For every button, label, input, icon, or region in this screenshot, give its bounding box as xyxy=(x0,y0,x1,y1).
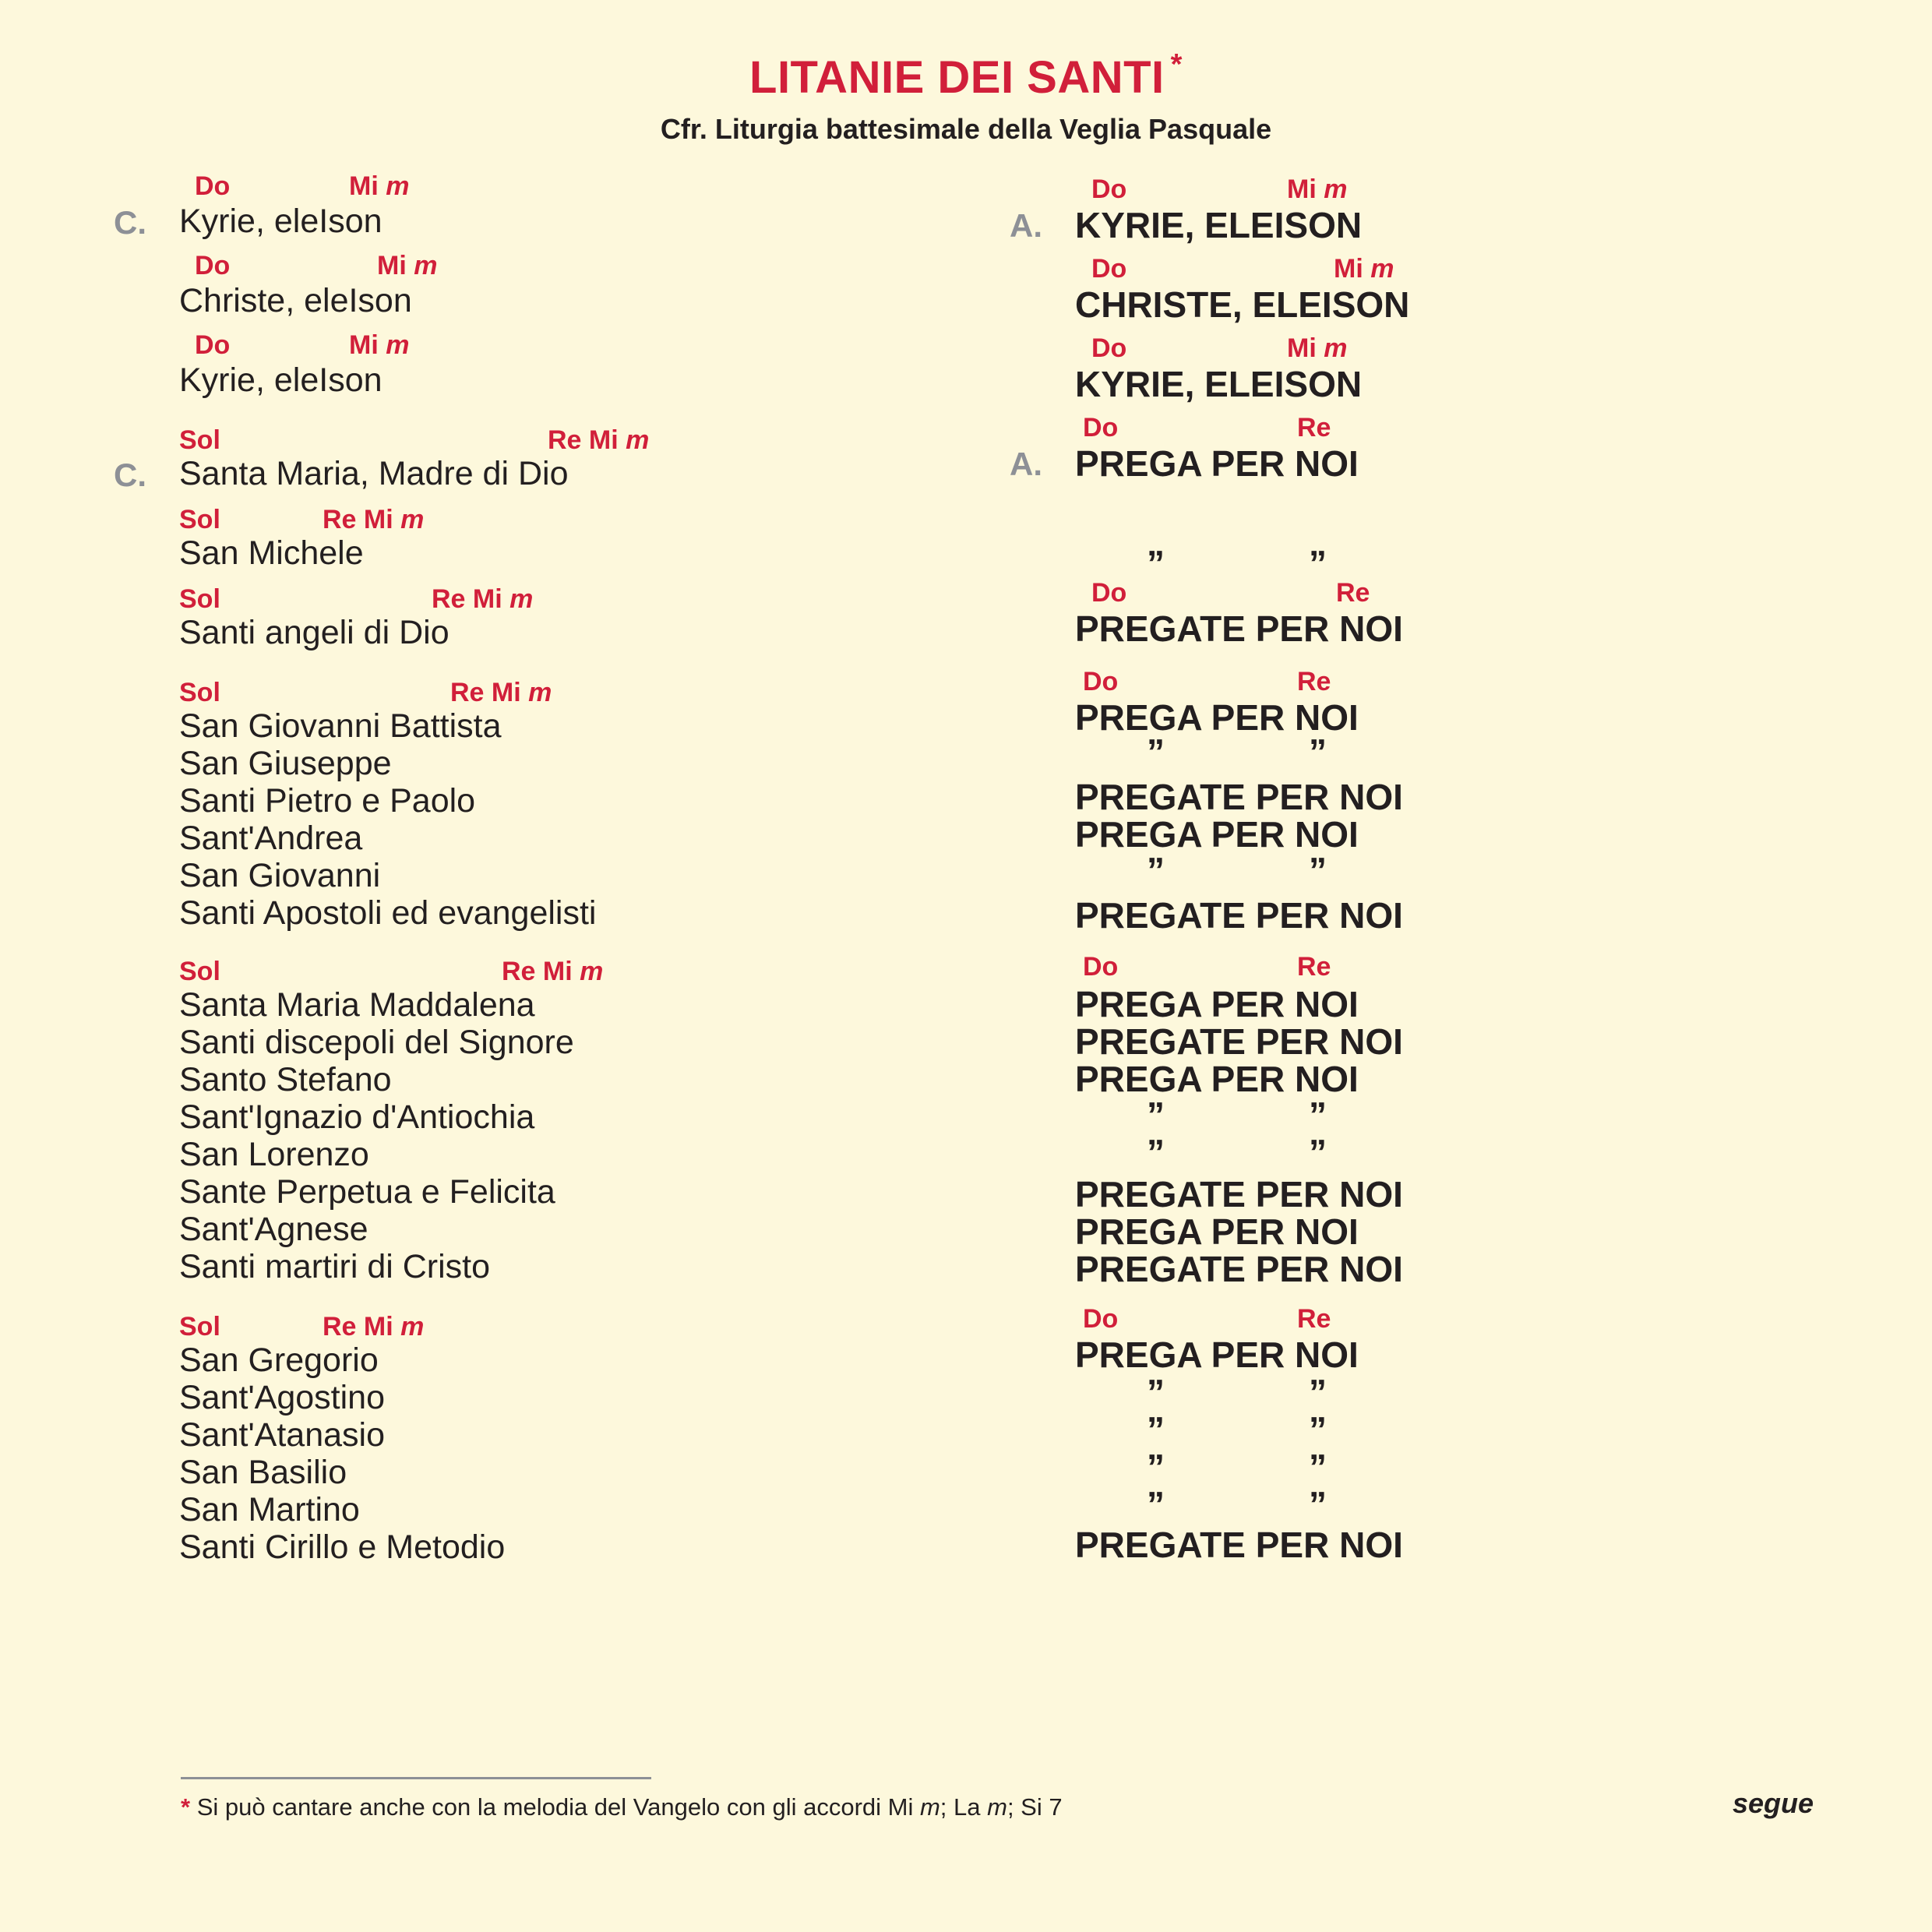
saint-line: Sant'Andrea xyxy=(179,820,363,857)
page-subtitle: Cfr. Liturgia battesimale della Veglia Pasquale xyxy=(660,113,1272,145)
ditto-mark: ” xyxy=(1309,850,1327,890)
saint-line: Sant'Agostino xyxy=(179,1379,386,1416)
ditto-mark: ” xyxy=(1147,543,1165,583)
saint-line: Santi Apostoli ed evangelisti xyxy=(179,894,597,932)
chord: Do xyxy=(195,171,231,201)
saint-line: Santi Cirillo e Metodio xyxy=(179,1528,506,1566)
ditto-mark: ” xyxy=(1147,1095,1165,1135)
ditto-mark: ” xyxy=(1309,1372,1327,1412)
kyrie-line: Kyrie, eleIson xyxy=(179,361,383,399)
kyrie-response: CHRISTE, ELEISON xyxy=(1075,284,1410,325)
response-line: PREGA PER NOI xyxy=(1075,1211,1359,1252)
response-line: PREGATE PER NOI xyxy=(1075,1174,1403,1215)
response-line: PREGATE PER NOI xyxy=(1075,895,1403,936)
chord: Re xyxy=(1297,1304,1331,1334)
chord: Re Mi m xyxy=(548,425,650,455)
response-line: PREGATE PER NOI xyxy=(1075,1525,1403,1565)
chord: Re Mi m xyxy=(323,1312,425,1341)
response-line: PREGA PER NOI xyxy=(1075,984,1359,1024)
response-line: PREGA PER NOI xyxy=(1075,443,1359,484)
ditto-mark: ” xyxy=(1147,1132,1165,1172)
chord: Mi m xyxy=(377,251,438,280)
chord: Sol xyxy=(179,425,220,455)
response-line: PREGATE PER NOI xyxy=(1075,608,1403,649)
chord: Do xyxy=(195,330,231,360)
page-title: LITANIE DEI SANTI * xyxy=(749,48,1183,103)
ditto-mark: ” xyxy=(1309,732,1327,772)
kyrie-response: KYRIE, ELEISON xyxy=(1075,205,1363,245)
response-line: PREGA PER NOI xyxy=(1075,814,1359,855)
saint-line: San Gregorio xyxy=(179,1341,379,1379)
ditto-mark: ” xyxy=(1309,1132,1327,1172)
saint-line: San Michele xyxy=(179,534,364,572)
chord: Sol xyxy=(179,957,220,986)
saint-line: Santi Pietro e Paolo xyxy=(179,782,476,820)
ditto-mark: ” xyxy=(1147,850,1165,890)
saint-line: Santa Maria Maddalena xyxy=(179,986,535,1024)
chord: Re Mi m xyxy=(502,957,604,986)
ditto-mark: ” xyxy=(1309,1484,1327,1525)
ditto-mark: ” xyxy=(1309,543,1327,583)
chord: Do xyxy=(1083,667,1119,696)
cantor-tag: C. xyxy=(114,457,146,493)
saint-line: Sant'Agnese xyxy=(179,1211,368,1248)
chord: Re Mi m xyxy=(450,678,552,707)
chord: Sol xyxy=(179,584,220,614)
chord: Mi m xyxy=(1287,175,1348,204)
chord: Sol xyxy=(179,678,220,707)
chord: Re xyxy=(1297,413,1331,442)
chord: Re Mi m xyxy=(432,584,534,614)
chord: Sol xyxy=(179,1312,220,1341)
title-asterisk: * xyxy=(1170,48,1183,81)
assembly-tag: A. xyxy=(1010,446,1042,482)
saint-line: San Lorenzo xyxy=(179,1136,369,1173)
response-line: PREGATE PER NOI xyxy=(1075,777,1403,817)
ditto-mark: ” xyxy=(1147,1447,1165,1487)
continues-label: segue xyxy=(1733,1787,1814,1819)
chord: Mi m xyxy=(349,171,410,201)
saint-line: San Giovanni xyxy=(179,857,381,894)
footnote-divider xyxy=(181,1777,651,1779)
footnote-asterisk: * xyxy=(181,1793,191,1821)
chord: Re xyxy=(1297,667,1331,696)
kyrie-response: KYRIE, ELEISON xyxy=(1075,364,1363,404)
kyrie-line: Kyrie, eleIson xyxy=(179,203,383,240)
saint-line: Santa Maria, Madre di Dio xyxy=(179,455,569,492)
assembly-tag: A. xyxy=(1010,207,1042,244)
response-line: PREGATE PER NOI xyxy=(1075,1021,1403,1062)
chord: Do xyxy=(1091,175,1127,204)
chord: Do xyxy=(1091,333,1127,363)
ditto-mark: ” xyxy=(1147,1484,1165,1525)
response-line: PREGATE PER NOI xyxy=(1075,1249,1403,1289)
chord: Re xyxy=(1297,952,1331,982)
response-line: PREGA PER NOI xyxy=(1075,1334,1359,1375)
chord: Do xyxy=(1083,1304,1119,1334)
saint-line: Sante Perpetua e Felicita xyxy=(179,1173,555,1211)
chord: Do xyxy=(1091,578,1127,608)
cantor-tag: C. xyxy=(114,204,146,241)
saint-line: Santi angeli di Dio xyxy=(179,614,450,651)
chord: Mi m xyxy=(1287,333,1348,363)
saint-line: San Martino xyxy=(179,1491,360,1528)
ditto-mark: ” xyxy=(1147,1372,1165,1412)
chord: Re xyxy=(1336,578,1370,608)
saint-line: San Basilio xyxy=(179,1454,347,1491)
kyrie-line: Christe, eleIson xyxy=(179,282,412,319)
chord: Do xyxy=(1083,952,1119,982)
ditto-mark: ” xyxy=(1147,732,1165,772)
saint-line: Santi martiri di Cristo xyxy=(179,1248,491,1285)
response-line: PREGA PER NOI xyxy=(1075,697,1359,738)
chord: Do xyxy=(1083,413,1119,442)
chord: Mi m xyxy=(349,330,410,360)
ditto-mark: ” xyxy=(1309,1409,1327,1450)
saint-line: Sant'Ignazio d'Antiochia xyxy=(179,1098,535,1136)
saint-line: Sant'Atanasio xyxy=(179,1416,386,1454)
saint-line: Santi discepoli del Signore xyxy=(179,1024,574,1061)
chord: Re Mi m xyxy=(323,505,425,534)
ditto-mark: ” xyxy=(1309,1095,1327,1135)
chord: Do xyxy=(1091,254,1127,284)
ditto-mark: ” xyxy=(1309,1447,1327,1487)
chord: Sol xyxy=(179,505,220,534)
chord: Mi m xyxy=(1334,254,1394,284)
saint-line: San Giuseppe xyxy=(179,745,392,782)
saint-line: Santo Stefano xyxy=(179,1061,392,1098)
chord: Do xyxy=(195,251,231,280)
footnote: * Si può cantare anche con la melodia del Vangelo con gli accordi Mi m; La m; Si 7 xyxy=(181,1793,1063,1821)
saint-line: San Giovanni Battista xyxy=(179,707,502,745)
response-line: PREGA PER NOI xyxy=(1075,1059,1359,1099)
ditto-mark: ” xyxy=(1147,1409,1165,1450)
